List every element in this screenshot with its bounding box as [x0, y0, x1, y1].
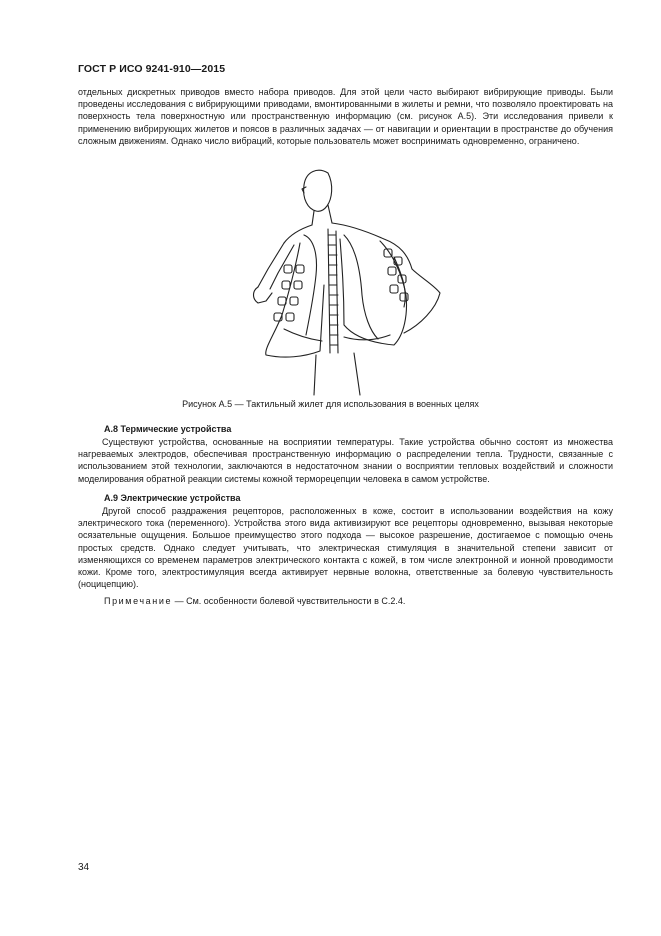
section-heading-electrical: А.9 Электрические устройства [104, 493, 241, 503]
tactile-vest-figure [244, 165, 444, 397]
tactile-vest-illustration-icon [244, 165, 444, 397]
section-heading-thermal: А.8 Термические устройства [104, 424, 232, 434]
intro-paragraph: отдельных дискретных приводов вместо набора приводов. Для этой цели часто выбирают вибрирующие приводы. Были проведены исследования с вибрирующими приводами, вмонтированными в жилеты и ремни, что позволяло проектировать на поверхность тела поверхностную или пространственную информацию (см. рисунок А.5). Эти исследования привели к применению вибрирующих жилетов и поясов в различных задачах — от навигации и ориентации в пространстве до обучения сложным движениям. Однако число вибраций, которые пользователь может воспринимать одновременно, ограничено. [78, 87, 613, 146]
figure-caption: Рисунок А.5 — Тактильный жилет для использования в военных целях [182, 399, 479, 409]
note [104, 596, 405, 606]
section-paragraph-thermal: Существуют устройства, основанные на восприятии температуры. Такие устройства обычно состоят из множества нагреваемых электродов, обеспечивая пространственную информацию о распределении тепла. Трудности, связанные с использованием этой технологии, заключаются в недостаточном знании о восприятии тепловых воздействий и сложности моделирования обратной реакции системы кожной терморецепции человека в самом устройстве. [78, 437, 613, 484]
document-header: ГОСТ Р ИСО 9241-910—2015 [78, 63, 226, 75]
section-paragraph-electrical: Другой способ раздражения рецепторов, расположенных в коже, состоит в использовании воздействия на кожу электрического тока (переменного). Устройства этого вида активизируют все рецепторы одновременно, вызывая некоторые осязательные ощущения. Большое преимущество этого подхода — высокое разрешение, достигаемое с помощью очень простых средств. Однако следует учитывать, что электрическая стимуляция в значительной степени зависит от изменяющихся со временем параметров электрического контакта с кожей, в том числе электронной и ионной проводимости кожи. Кроме того, электростимуляция всегда активирует нервные волокна, ответственные за болевую чувствительность (ноцицепцию). [78, 506, 613, 590]
page-number: 34 [78, 862, 90, 873]
note-label: Примечание [104, 596, 173, 606]
note-text: — См. особенности болевой чувствительности в С.2.4. [172, 596, 406, 606]
